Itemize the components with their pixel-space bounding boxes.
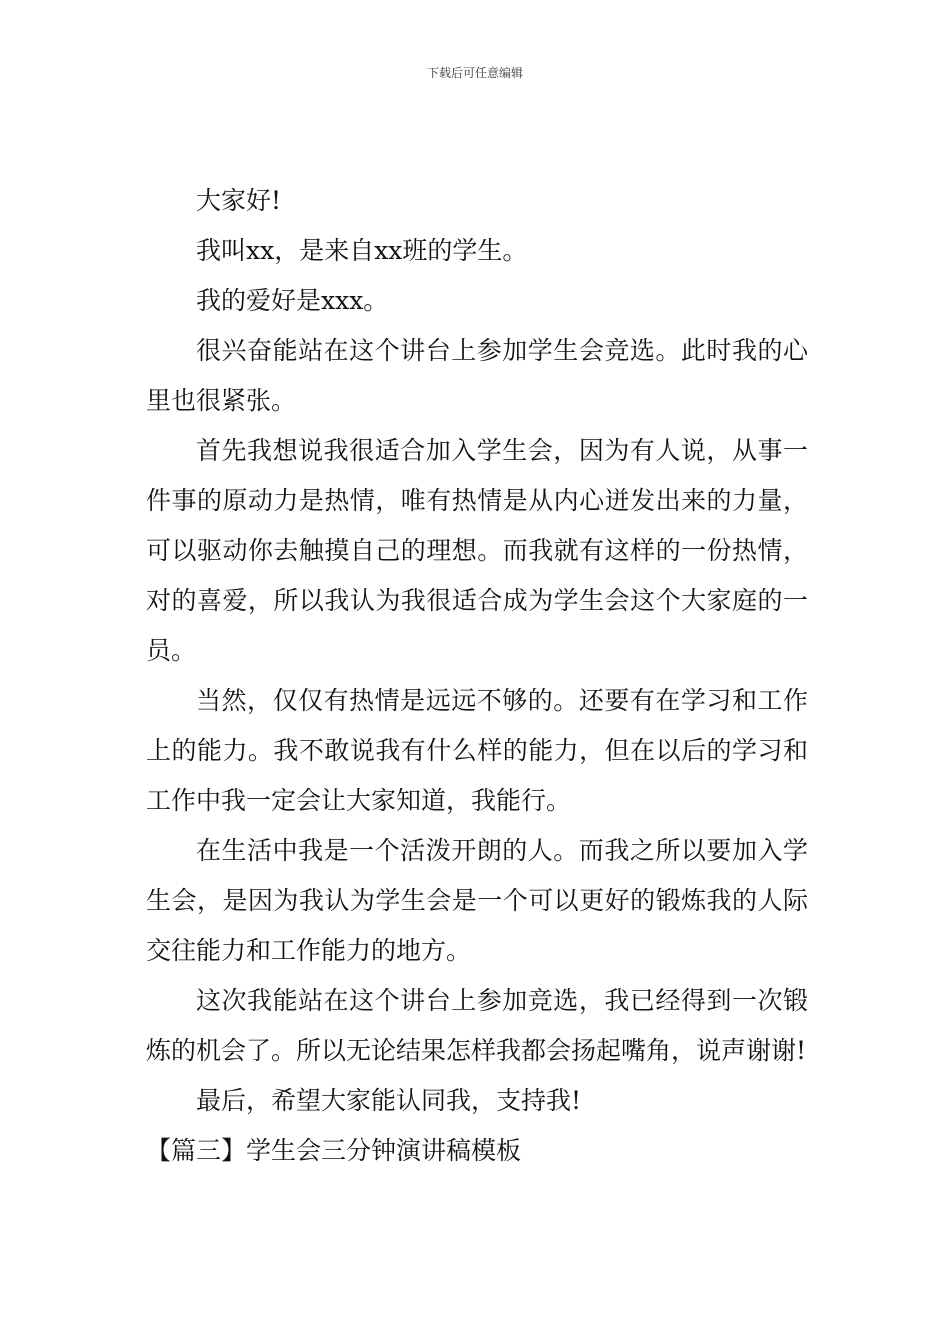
- section-heading: 【篇三】学生会三分钟演讲稿模板: [146, 1136, 522, 1165]
- document-body: [146, 176, 808, 1176]
- paragraph-hobby: 我的爱好是xxx。: [196, 286, 389, 315]
- page-header-note: 下载后可任意编辑: [426, 66, 523, 80]
- paragraph-passion: 首先我想说我很适合加入学生会，因为有人说，从事一件事的原动力是热情，唯有热情是从内心迸发出来的力量，可以驱动你去触摸自己的理想。而我就有这样的一份热情，对的喜爱，所以我认为我很适合成为学生会这个大家庭的一员。: [146, 436, 808, 665]
- paragraph-ability: 当然，仅仅有热情是远远不够的。还要有在学习和工作上的能力。我不敢说我有什么样的能力，但在以后的学习和工作中我一定会让大家知道，我能行。: [146, 686, 808, 815]
- paragraph-opportunity: 这次我能站在这个讲台上参加竞选，我已经得到一次锻炼的机会了。所以无论结果怎样我都会扬起嘴角，说声谢谢!: [146, 986, 808, 1065]
- paragraph-excitement: 很兴奋能站在这个讲台上参加学生会竞选。此时我的心里也很紧张。: [146, 336, 808, 415]
- paragraph-introduction: 我叫xx，是来自xx班的学生。: [196, 236, 528, 265]
- paragraph-closing: 最后，希望大家能认同我，支持我!: [196, 1086, 582, 1115]
- paragraph-greeting: 大家好!: [196, 186, 282, 215]
- paragraph-personality: 在生活中我是一个活泼开朗的人。而我之所以要加入学生会，是因为我认为学生会是一个可以更好的锻炼我的人际交往能力和工作能力的地方。: [146, 836, 808, 965]
